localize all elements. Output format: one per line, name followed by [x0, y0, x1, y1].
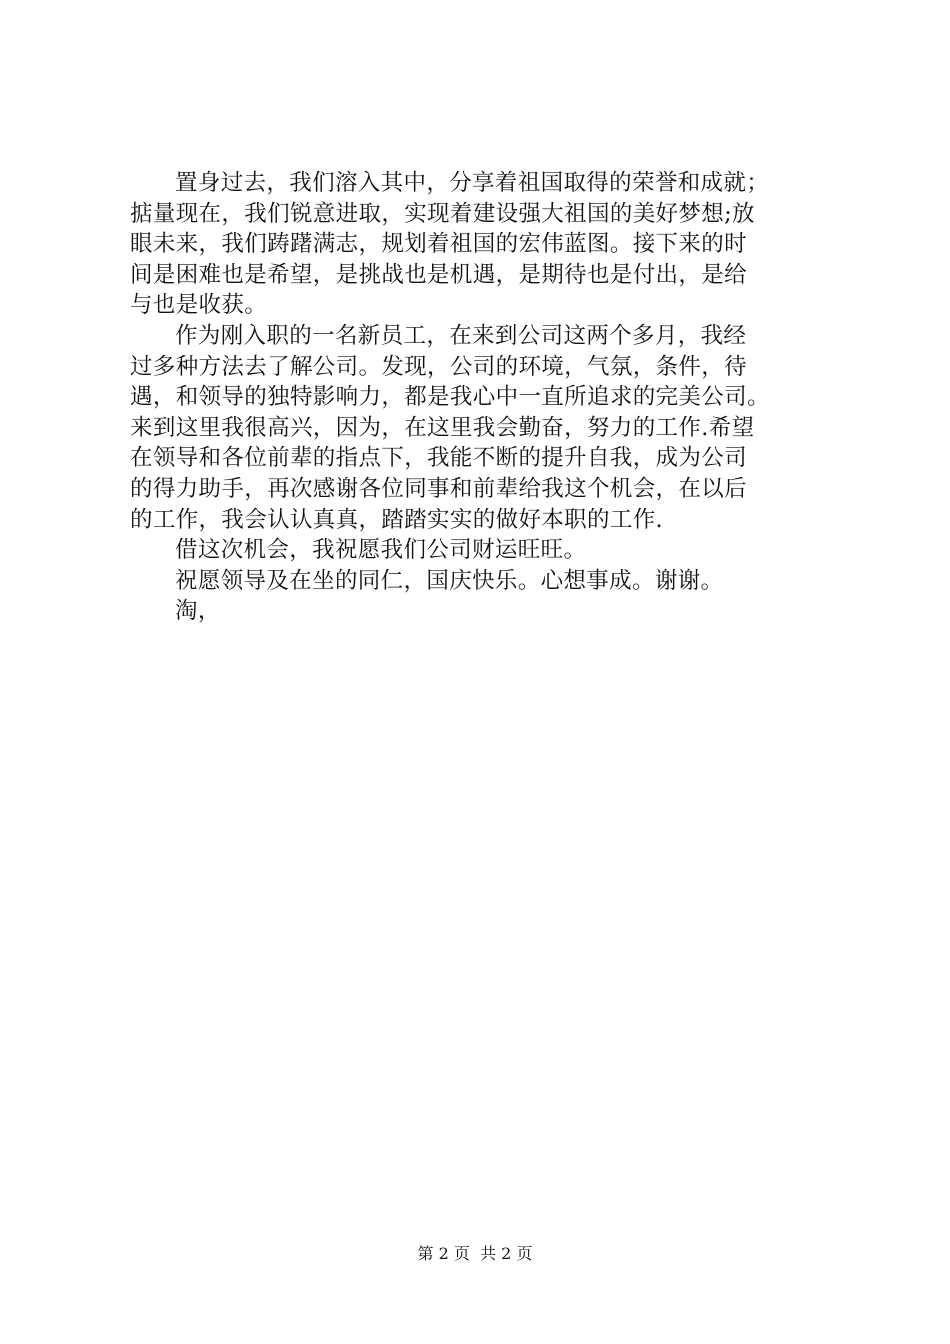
text-line: 在领导和各位前辈的指点下，我能不断的提升自我，成为公司 — [130, 445, 747, 472]
text-line: 间是困难也是希望，是挑战也是机遇，是期待也是付出，是给 — [130, 261, 747, 288]
paragraph-1 — [130, 168, 832, 321]
paragraph-2 — [130, 321, 832, 535]
body-text — [130, 168, 832, 627]
text-line: 与也是收获。 — [130, 292, 268, 319]
text-line: 的工作，我会认认真真，踏踏实实的做好本职的工作. — [130, 506, 664, 533]
text-line: 祝愿领导及在坐的同仁，国庆快乐。心想事成。谢谢。 — [175, 567, 724, 594]
text-line: 过多种方法去了解公司。发现，公司的环境，气氛，条件，待 — [130, 353, 747, 380]
page-footer — [0, 1242, 950, 1266]
text-line: 眼未来，我们踌躇满志，规划着祖国的宏伟蓝图。接下来的时 — [130, 231, 747, 258]
text-line: 借这次机会，我祝愿我们公司财运旺旺。 — [175, 537, 587, 564]
text-line: 作为刚入职的一名新员工，在来到公司这两个多月，我经 — [175, 322, 747, 349]
text-line: 来到这里我很高兴，因为，在这里我会勤奋，努力的工作.希望 — [130, 414, 755, 441]
paragraph-5 — [130, 596, 832, 627]
text-line: 淘， — [175, 598, 221, 625]
text-line: 置身过去，我们溶入其中，分享着祖国取得的荣誉和成就； — [175, 170, 770, 196]
paragraph-4 — [130, 566, 832, 597]
paragraph-3 — [130, 535, 832, 566]
page-number-label: 第 2 页 共 2 页 — [417, 1244, 533, 1263]
text-line: 遇，和领导的独特影响力，都是我心中一直所追求的完美公司。 — [130, 384, 770, 411]
text-line: 的得力助手，再次感谢各位同事和前辈给我这个机会，在以后 — [130, 475, 747, 502]
text-line: 掂量现在，我们锐意进取，实现着建设强大祖国的美好梦想;放 — [130, 200, 755, 227]
